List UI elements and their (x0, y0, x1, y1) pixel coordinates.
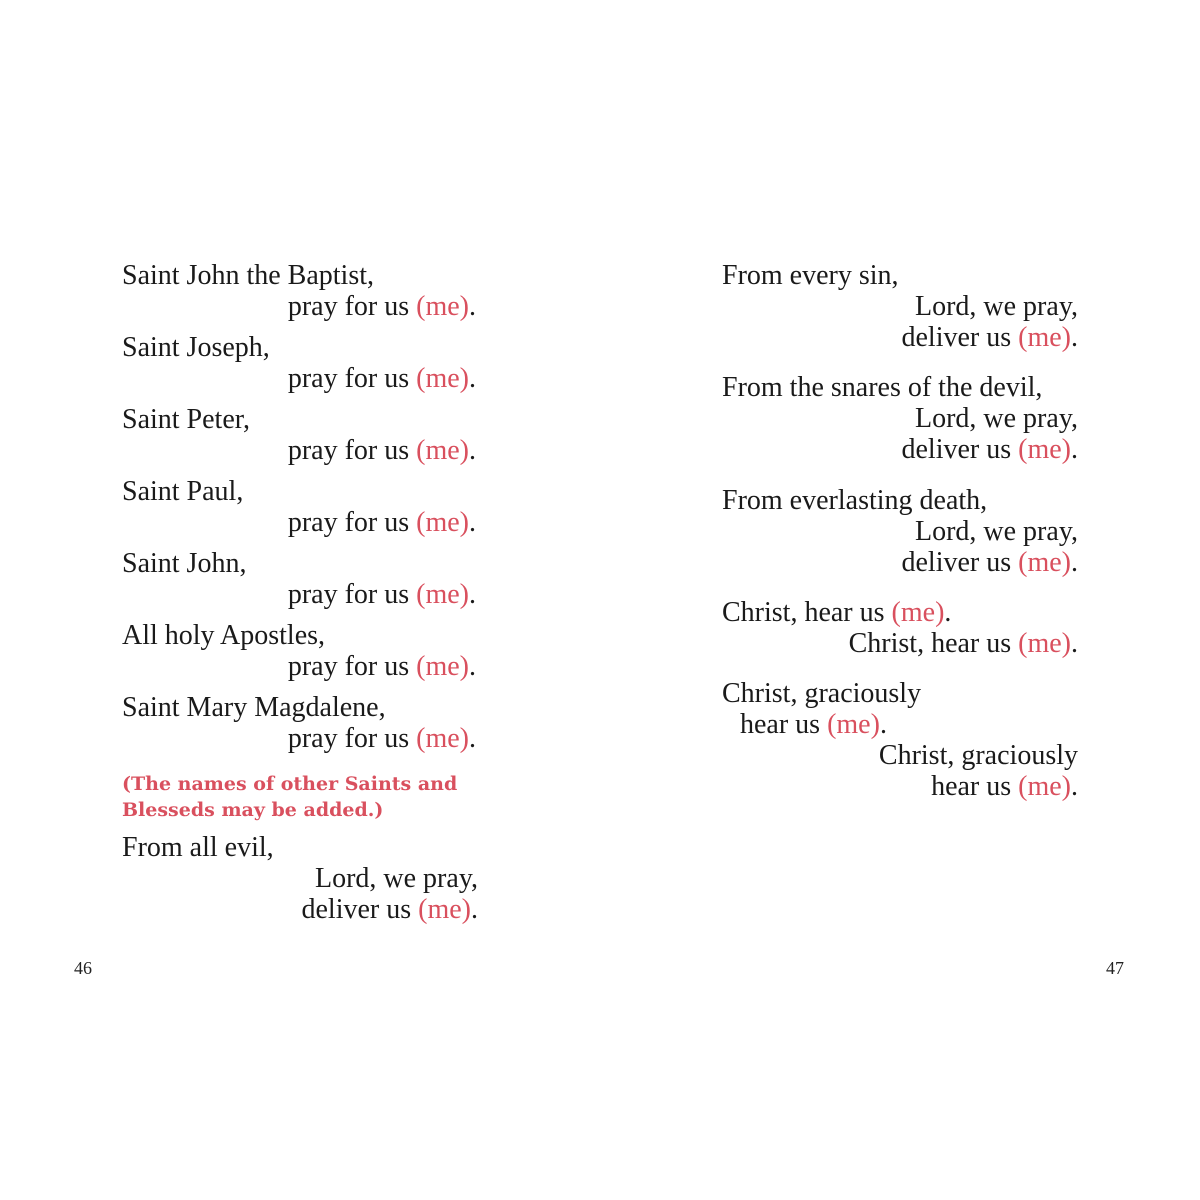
paren-me: (me) (416, 291, 469, 322)
invocation-response: pray for us (me). (287, 291, 476, 322)
paren-me: (me) (1018, 547, 1071, 578)
petition-response: deliver us (me). (901, 322, 1078, 353)
petition-call: From everlasting death, (722, 485, 988, 516)
invocation-saint: Saint Paul, (122, 476, 244, 507)
paren-me: (me) (891, 597, 945, 628)
paren-me: (me) (827, 709, 880, 740)
petition-call: From the snares of the devil, (722, 372, 1043, 403)
paren-me: (me) (416, 651, 469, 682)
petition-response: deliver us (me). (901, 547, 1078, 578)
gracious-response: hear us (me). (931, 771, 1078, 802)
petition-response: Lord, we pray, (914, 403, 1078, 434)
invocation-saint: All holy Apostles, (122, 620, 326, 651)
invocation-response: pray for us (me). (287, 579, 476, 610)
petition-response: Lord, we pray, (314, 863, 478, 894)
gracious-call: hear us (me). (740, 709, 887, 740)
paren-me: (me) (416, 723, 469, 754)
page-number: 47 (1106, 958, 1124, 978)
paren-me: (me) (416, 435, 469, 466)
invocation-saint: Saint John the Baptist, (122, 260, 374, 291)
petition-response: deliver us (me). (301, 894, 478, 925)
petition-response: deliver us (me). (901, 434, 1078, 465)
petition-call: From all evil, (122, 832, 274, 863)
paren-me: (me) (1018, 434, 1071, 465)
invocation-response: pray for us (me). (287, 723, 476, 754)
invocation-response: pray for us (me). (287, 435, 476, 466)
invocation-saint: Saint Peter, (122, 404, 250, 435)
petition-call: From every sin, (722, 260, 899, 291)
gracious-response: Christ, graciously (878, 740, 1078, 771)
paren-me: (me) (1018, 322, 1071, 353)
invocation-saint: Saint John, (122, 548, 247, 579)
petition-response: Lord, we pray, (914, 516, 1078, 547)
invocation-saint: Saint Joseph, (122, 332, 270, 363)
paren-me: (me) (416, 579, 469, 610)
paren-me: (me) (416, 507, 469, 538)
rubric-line: Blesseds may be added.) (122, 799, 384, 821)
rubric-line: (The names of other Saints and (122, 773, 458, 795)
hear-call: Christ, hear us (me). (722, 597, 952, 628)
invocation-saint: Saint Mary Magdalene, (122, 692, 386, 723)
paren-me: (me) (418, 894, 471, 925)
right-page (600, 0, 1200, 1200)
invocation-response: pray for us (me). (287, 507, 476, 538)
paren-me: (me) (1018, 771, 1071, 802)
paren-me: (me) (416, 363, 469, 394)
petition-response: Lord, we pray, (914, 291, 1078, 322)
hear-response: Christ, hear us (me). (848, 628, 1078, 659)
paren-me: (me) (1018, 628, 1071, 659)
invocation-response: pray for us (me). (287, 363, 476, 394)
invocation-response: pray for us (me). (287, 651, 476, 682)
gracious-call: Christ, graciously (722, 678, 922, 709)
page-number: 46 (74, 958, 92, 978)
